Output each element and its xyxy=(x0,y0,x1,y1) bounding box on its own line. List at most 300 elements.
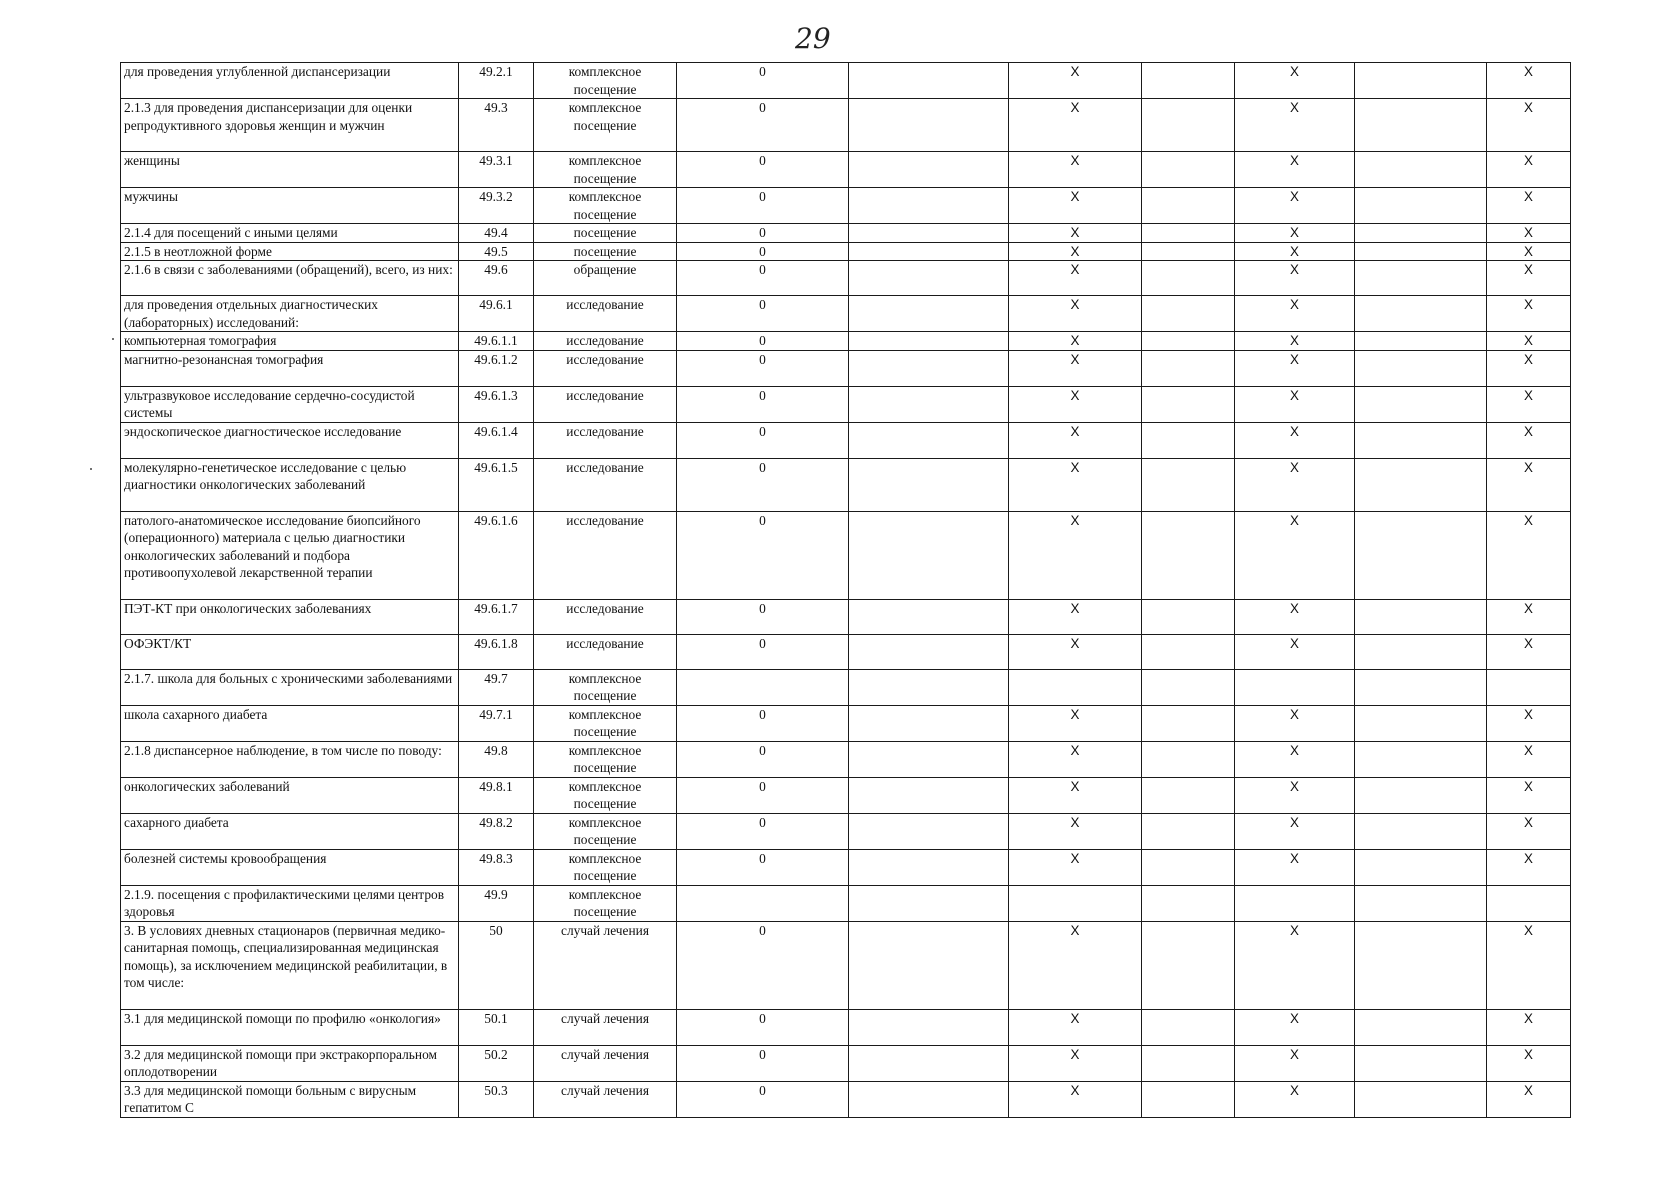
row-unit-cell: исследование xyxy=(534,296,677,332)
row-x-cell: X xyxy=(1487,705,1571,741)
row-name-cell: школа сахарного диабета xyxy=(121,705,459,741)
row-empty-cell xyxy=(849,386,1009,422)
row-empty-cell xyxy=(849,705,1009,741)
table-row xyxy=(121,63,1571,99)
row-empty-cell xyxy=(849,99,1009,152)
row-name-cell: ультразвуковое исследование сердечно-сосудистой системы xyxy=(121,386,459,422)
row-x-cell: X xyxy=(1235,634,1355,669)
row-value-cell: 0 xyxy=(677,188,849,224)
row-x-cell: X xyxy=(1009,634,1142,669)
row-value-cell: 0 xyxy=(677,1081,849,1117)
row-empty-cell xyxy=(1142,599,1235,634)
row-name-cell: женщины xyxy=(121,152,459,188)
row-x-cell: X xyxy=(1009,777,1142,813)
row-code-cell: 49.7.1 xyxy=(459,705,534,741)
row-empty-cell xyxy=(849,152,1009,188)
row-name-cell: 2.1.4 для посещений с иными целями xyxy=(121,224,459,243)
row-x-cell: X xyxy=(1235,921,1355,1009)
table-row xyxy=(121,741,1571,777)
row-empty-cell xyxy=(1355,777,1487,813)
row-x-cell: X xyxy=(1009,813,1142,849)
row-name-cell: 2.1.7. школа для больных с хроническими заболеваниями xyxy=(121,669,459,705)
row-empty-cell xyxy=(1355,63,1487,99)
row-unit-cell: комплексное посещение xyxy=(534,705,677,741)
row-x-cell: X xyxy=(1487,1045,1571,1081)
table-row xyxy=(121,224,1571,243)
row-empty-cell xyxy=(849,777,1009,813)
row-empty-cell xyxy=(1355,849,1487,885)
scan-speck xyxy=(90,468,92,470)
row-code-cell: 49.3.2 xyxy=(459,188,534,224)
row-x-cell: X xyxy=(1009,188,1142,224)
row-code-cell: 49.6.1.5 xyxy=(459,458,534,511)
row-empty-cell xyxy=(1355,332,1487,351)
scan-speck xyxy=(112,338,114,340)
table-row xyxy=(121,242,1571,261)
table-row xyxy=(121,386,1571,422)
row-empty-cell xyxy=(1355,511,1487,599)
row-x-cell: X xyxy=(1009,261,1142,296)
row-value-cell: 0 xyxy=(677,921,849,1009)
row-x-cell xyxy=(1487,885,1571,921)
row-name-cell: 3. В условиях дневных стационаров (первичная медико-санитарная помощь, специализированная медицинская помощь), за исключением медицинской реабилитации, в том числе: xyxy=(121,921,459,1009)
row-x-cell: X xyxy=(1235,332,1355,351)
row-empty-cell xyxy=(1355,242,1487,261)
row-unit-cell: комплексное посещение xyxy=(534,777,677,813)
row-value-cell: 0 xyxy=(677,332,849,351)
row-x-cell: X xyxy=(1487,813,1571,849)
row-empty-cell xyxy=(1142,224,1235,243)
row-x-cell: X xyxy=(1487,99,1571,152)
row-x-cell xyxy=(1009,885,1142,921)
row-value-cell: 0 xyxy=(677,63,849,99)
row-code-cell: 49.6.1.8 xyxy=(459,634,534,669)
table-row xyxy=(121,261,1571,296)
row-x-cell: X xyxy=(1009,224,1142,243)
table-row xyxy=(121,332,1571,351)
row-unit-cell: комплексное посещение xyxy=(534,669,677,705)
row-empty-cell xyxy=(1142,422,1235,458)
table-row xyxy=(121,1081,1571,1117)
row-x-cell: X xyxy=(1235,849,1355,885)
row-x-cell: X xyxy=(1009,242,1142,261)
row-name-cell: 2.1.6 в связи с заболеваниями (обращений), всего, из них: xyxy=(121,261,459,296)
row-code-cell: 49.8.1 xyxy=(459,777,534,813)
row-empty-cell xyxy=(1355,386,1487,422)
row-code-cell: 49.6.1.3 xyxy=(459,386,534,422)
row-x-cell: X xyxy=(1235,422,1355,458)
row-value-cell: 0 xyxy=(677,386,849,422)
row-unit-cell: комплексное посещение xyxy=(534,152,677,188)
row-value-cell xyxy=(677,669,849,705)
row-x-cell: X xyxy=(1235,777,1355,813)
table-row xyxy=(121,152,1571,188)
row-x-cell: X xyxy=(1487,224,1571,243)
row-empty-cell xyxy=(849,921,1009,1009)
row-name-cell: 3.3 для медицинской помощи больным с вирусным гепатитом С xyxy=(121,1081,459,1117)
table-row xyxy=(121,705,1571,741)
row-x-cell: X xyxy=(1009,386,1142,422)
row-name-cell: онкологических заболеваний xyxy=(121,777,459,813)
row-empty-cell xyxy=(1355,885,1487,921)
row-empty-cell xyxy=(1142,813,1235,849)
row-name-cell: сахарного диабета xyxy=(121,813,459,849)
row-x-cell: X xyxy=(1487,422,1571,458)
row-code-cell: 49.3.1 xyxy=(459,152,534,188)
row-x-cell: X xyxy=(1235,458,1355,511)
row-code-cell: 49.3 xyxy=(459,99,534,152)
row-unit-cell: исследование xyxy=(534,634,677,669)
row-code-cell: 50 xyxy=(459,921,534,1009)
row-unit-cell: комплексное посещение xyxy=(534,741,677,777)
row-empty-cell xyxy=(1142,511,1235,599)
table-row xyxy=(121,296,1571,332)
table-row xyxy=(121,422,1571,458)
row-x-cell: X xyxy=(1487,599,1571,634)
row-name-cell: ПЭТ-КТ при онкологических заболеваниях xyxy=(121,599,459,634)
row-empty-cell xyxy=(849,1045,1009,1081)
row-value-cell: 0 xyxy=(677,777,849,813)
row-code-cell: 49.6.1.7 xyxy=(459,599,534,634)
row-name-cell: мужчины xyxy=(121,188,459,224)
row-empty-cell xyxy=(1355,458,1487,511)
row-code-cell: 49.6.1.6 xyxy=(459,511,534,599)
row-unit-cell: исследование xyxy=(534,332,677,351)
row-name-cell: молекулярно-генетическое исследование с целью диагностики онкологических заболеваний xyxy=(121,458,459,511)
row-empty-cell xyxy=(849,261,1009,296)
row-name-cell: 2.1.9. посещения с профилактическими целями центров здоровья xyxy=(121,885,459,921)
row-x-cell: X xyxy=(1009,296,1142,332)
row-value-cell: 0 xyxy=(677,634,849,669)
row-empty-cell xyxy=(1142,242,1235,261)
row-empty-cell xyxy=(849,599,1009,634)
row-unit-cell: комплексное посещение xyxy=(534,813,677,849)
row-empty-cell xyxy=(1355,669,1487,705)
row-code-cell: 49.4 xyxy=(459,224,534,243)
row-unit-cell: комплексное посещение xyxy=(534,849,677,885)
row-name-cell: болезней системы кровообращения xyxy=(121,849,459,885)
row-x-cell: X xyxy=(1487,777,1571,813)
row-unit-cell: случай лечения xyxy=(534,1009,677,1045)
row-x-cell: X xyxy=(1235,813,1355,849)
row-x-cell: X xyxy=(1009,458,1142,511)
row-value-cell: 0 xyxy=(677,350,849,386)
row-x-cell: X xyxy=(1235,705,1355,741)
row-empty-cell xyxy=(1355,705,1487,741)
row-value-cell: 0 xyxy=(677,152,849,188)
table-row xyxy=(121,885,1571,921)
row-x-cell: X xyxy=(1487,261,1571,296)
row-x-cell: X xyxy=(1235,224,1355,243)
row-code-cell: 49.7 xyxy=(459,669,534,705)
table-row xyxy=(121,458,1571,511)
row-empty-cell xyxy=(1142,386,1235,422)
row-code-cell: 49.5 xyxy=(459,242,534,261)
table-row xyxy=(121,511,1571,599)
row-code-cell: 49.8.3 xyxy=(459,849,534,885)
row-empty-cell xyxy=(1355,1081,1487,1117)
row-value-cell: 0 xyxy=(677,422,849,458)
row-name-cell: для проведения углубленной диспансеризации xyxy=(121,63,459,99)
row-code-cell: 50.1 xyxy=(459,1009,534,1045)
row-x-cell: X xyxy=(1009,422,1142,458)
row-empty-cell xyxy=(1355,921,1487,1009)
row-x-cell: X xyxy=(1235,152,1355,188)
row-x-cell: X xyxy=(1009,705,1142,741)
row-x-cell: X xyxy=(1235,386,1355,422)
table-row xyxy=(121,1045,1571,1081)
row-empty-cell xyxy=(1142,261,1235,296)
row-name-cell: для проведения отдельных диагностических (лабораторных) исследований: xyxy=(121,296,459,332)
row-x-cell: X xyxy=(1235,511,1355,599)
row-code-cell: 49.6 xyxy=(459,261,534,296)
row-x-cell: X xyxy=(1009,1009,1142,1045)
row-x-cell: X xyxy=(1487,188,1571,224)
row-code-cell: 49.8.2 xyxy=(459,813,534,849)
table-row xyxy=(121,99,1571,152)
row-value-cell: 0 xyxy=(677,599,849,634)
row-empty-cell xyxy=(1142,634,1235,669)
row-empty-cell xyxy=(1355,1045,1487,1081)
row-unit-cell: случай лечения xyxy=(534,921,677,1009)
row-x-cell: X xyxy=(1487,63,1571,99)
table-row xyxy=(121,634,1571,669)
row-x-cell: X xyxy=(1235,741,1355,777)
row-code-cell: 50.3 xyxy=(459,1081,534,1117)
row-empty-cell xyxy=(1142,1009,1235,1045)
row-x-cell: X xyxy=(1487,242,1571,261)
row-empty-cell xyxy=(1142,921,1235,1009)
row-value-cell: 0 xyxy=(677,1009,849,1045)
row-name-cell: 2.1.5 в неотложной форме xyxy=(121,242,459,261)
table-row xyxy=(121,1009,1571,1045)
row-unit-cell: исследование xyxy=(534,422,677,458)
row-code-cell: 49.6.1 xyxy=(459,296,534,332)
row-name-cell: эндоскопическое диагностическое исследование xyxy=(121,422,459,458)
row-value-cell xyxy=(677,885,849,921)
row-unit-cell: комплексное посещение xyxy=(534,99,677,152)
row-empty-cell xyxy=(1355,152,1487,188)
row-code-cell: 49.2.1 xyxy=(459,63,534,99)
row-empty-cell xyxy=(1355,1009,1487,1045)
row-empty-cell xyxy=(849,1081,1009,1117)
row-empty-cell xyxy=(1142,777,1235,813)
row-x-cell xyxy=(1235,885,1355,921)
row-value-cell: 0 xyxy=(677,296,849,332)
row-x-cell: X xyxy=(1487,511,1571,599)
row-empty-cell xyxy=(1142,188,1235,224)
row-name-cell: 3.1 для медицинской помощи по профилю «онкология» xyxy=(121,1009,459,1045)
row-x-cell: X xyxy=(1009,350,1142,386)
table-body xyxy=(121,63,1571,1118)
row-empty-cell xyxy=(1355,224,1487,243)
data-table xyxy=(120,62,1571,1118)
row-x-cell: X xyxy=(1235,1045,1355,1081)
row-x-cell: X xyxy=(1235,63,1355,99)
row-x-cell: X xyxy=(1487,152,1571,188)
table-row xyxy=(121,669,1571,705)
row-x-cell: X xyxy=(1009,1045,1142,1081)
row-value-cell: 0 xyxy=(677,813,849,849)
row-empty-cell xyxy=(1355,599,1487,634)
row-x-cell: X xyxy=(1487,296,1571,332)
row-value-cell: 0 xyxy=(677,99,849,152)
row-value-cell: 0 xyxy=(677,458,849,511)
table-row xyxy=(121,921,1571,1009)
row-empty-cell xyxy=(1355,741,1487,777)
row-empty-cell xyxy=(1142,849,1235,885)
row-x-cell: X xyxy=(1487,849,1571,885)
row-unit-cell: случай лечения xyxy=(534,1081,677,1117)
row-x-cell: X xyxy=(1235,350,1355,386)
row-x-cell: X xyxy=(1009,921,1142,1009)
row-x-cell: X xyxy=(1487,634,1571,669)
row-empty-cell xyxy=(1355,296,1487,332)
row-x-cell: X xyxy=(1009,99,1142,152)
row-empty-cell xyxy=(1142,741,1235,777)
row-x-cell: X xyxy=(1009,332,1142,351)
row-x-cell: X xyxy=(1487,386,1571,422)
row-empty-cell xyxy=(1142,350,1235,386)
page-number: 29 xyxy=(795,22,831,55)
row-value-cell: 0 xyxy=(677,849,849,885)
row-empty-cell xyxy=(849,1009,1009,1045)
row-value-cell: 0 xyxy=(677,705,849,741)
row-empty-cell xyxy=(1355,634,1487,669)
row-empty-cell xyxy=(849,634,1009,669)
row-x-cell: X xyxy=(1009,152,1142,188)
row-x-cell xyxy=(1487,669,1571,705)
row-name-cell: магнитно-резонансная томография xyxy=(121,350,459,386)
row-empty-cell xyxy=(1142,885,1235,921)
row-x-cell: X xyxy=(1235,296,1355,332)
row-x-cell: X xyxy=(1487,458,1571,511)
row-name-cell: 2.1.3 для проведения диспансеризации для оценки репродуктивного здоровья женщин и мужчин xyxy=(121,99,459,152)
table-row xyxy=(121,849,1571,885)
table-row xyxy=(121,813,1571,849)
row-x-cell: X xyxy=(1009,849,1142,885)
row-x-cell: X xyxy=(1487,741,1571,777)
row-empty-cell xyxy=(1355,422,1487,458)
row-empty-cell xyxy=(849,741,1009,777)
row-x-cell: X xyxy=(1487,332,1571,351)
row-x-cell: X xyxy=(1487,1081,1571,1117)
row-x-cell xyxy=(1009,669,1142,705)
row-x-cell: X xyxy=(1009,511,1142,599)
row-empty-cell xyxy=(1142,332,1235,351)
row-unit-cell: исследование xyxy=(534,599,677,634)
row-x-cell: X xyxy=(1487,1009,1571,1045)
row-x-cell: X xyxy=(1487,350,1571,386)
row-unit-cell: исследование xyxy=(534,511,677,599)
row-empty-cell xyxy=(1142,63,1235,99)
row-empty-cell xyxy=(849,885,1009,921)
row-x-cell: X xyxy=(1235,1081,1355,1117)
row-code-cell: 49.9 xyxy=(459,885,534,921)
row-value-cell: 0 xyxy=(677,1045,849,1081)
row-code-cell: 49.6.1.2 xyxy=(459,350,534,386)
row-name-cell: патолого-анатомическое исследование биопсийного (операционного) материала с целью диагностики онкологических заболеваний и подбора противоопухолевой лекарственной терапии xyxy=(121,511,459,599)
row-empty-cell xyxy=(849,332,1009,351)
table-row xyxy=(121,777,1571,813)
row-code-cell: 49.6.1.4 xyxy=(459,422,534,458)
row-name-cell: компьютерная томография xyxy=(121,332,459,351)
row-x-cell: X xyxy=(1009,599,1142,634)
row-empty-cell xyxy=(1355,99,1487,152)
row-unit-cell: исследование xyxy=(534,458,677,511)
row-x-cell: X xyxy=(1009,741,1142,777)
row-unit-cell: исследование xyxy=(534,386,677,422)
row-empty-cell xyxy=(849,422,1009,458)
row-empty-cell xyxy=(1142,152,1235,188)
row-x-cell: X xyxy=(1235,99,1355,152)
row-unit-cell: исследование xyxy=(534,350,677,386)
row-empty-cell xyxy=(849,813,1009,849)
row-x-cell: X xyxy=(1235,188,1355,224)
row-empty-cell xyxy=(1142,1045,1235,1081)
row-empty-cell xyxy=(1142,705,1235,741)
row-empty-cell xyxy=(849,350,1009,386)
row-unit-cell: посещение xyxy=(534,224,677,243)
row-value-cell: 0 xyxy=(677,242,849,261)
row-code-cell: 49.8 xyxy=(459,741,534,777)
row-value-cell: 0 xyxy=(677,261,849,296)
row-empty-cell xyxy=(849,458,1009,511)
row-unit-cell: обращение xyxy=(534,261,677,296)
row-x-cell: X xyxy=(1235,242,1355,261)
row-name-cell: 2.1.8 диспансерное наблюдение, в том числе по поводу: xyxy=(121,741,459,777)
row-empty-cell xyxy=(849,511,1009,599)
row-value-cell: 0 xyxy=(677,511,849,599)
row-empty-cell xyxy=(1355,188,1487,224)
row-x-cell: X xyxy=(1009,63,1142,99)
row-empty-cell xyxy=(849,63,1009,99)
row-empty-cell xyxy=(849,224,1009,243)
row-name-cell: ОФЭКТ/КТ xyxy=(121,634,459,669)
row-empty-cell xyxy=(1142,296,1235,332)
row-unit-cell: посещение xyxy=(534,242,677,261)
row-empty-cell xyxy=(1355,350,1487,386)
row-unit-cell: комплексное посещение xyxy=(534,885,677,921)
row-x-cell xyxy=(1235,669,1355,705)
row-x-cell: X xyxy=(1235,599,1355,634)
row-empty-cell xyxy=(849,296,1009,332)
row-empty-cell xyxy=(849,188,1009,224)
row-empty-cell xyxy=(1355,261,1487,296)
row-empty-cell xyxy=(1142,669,1235,705)
row-value-cell: 0 xyxy=(677,224,849,243)
row-empty-cell xyxy=(849,669,1009,705)
row-empty-cell xyxy=(849,849,1009,885)
row-x-cell: X xyxy=(1487,921,1571,1009)
table-row xyxy=(121,188,1571,224)
row-unit-cell: комплексное посещение xyxy=(534,188,677,224)
row-unit-cell: случай лечения xyxy=(534,1045,677,1081)
row-empty-cell xyxy=(849,242,1009,261)
table-row xyxy=(121,350,1571,386)
row-value-cell: 0 xyxy=(677,741,849,777)
row-x-cell: X xyxy=(1235,1009,1355,1045)
row-name-cell: 3.2 для медицинской помощи при экстракорпоральном оплодотворении xyxy=(121,1045,459,1081)
row-code-cell: 50.2 xyxy=(459,1045,534,1081)
row-code-cell: 49.6.1.1 xyxy=(459,332,534,351)
row-empty-cell xyxy=(1142,99,1235,152)
row-x-cell: X xyxy=(1235,261,1355,296)
row-empty-cell xyxy=(1142,1081,1235,1117)
table-row xyxy=(121,599,1571,634)
row-x-cell: X xyxy=(1009,1081,1142,1117)
row-empty-cell xyxy=(1355,813,1487,849)
